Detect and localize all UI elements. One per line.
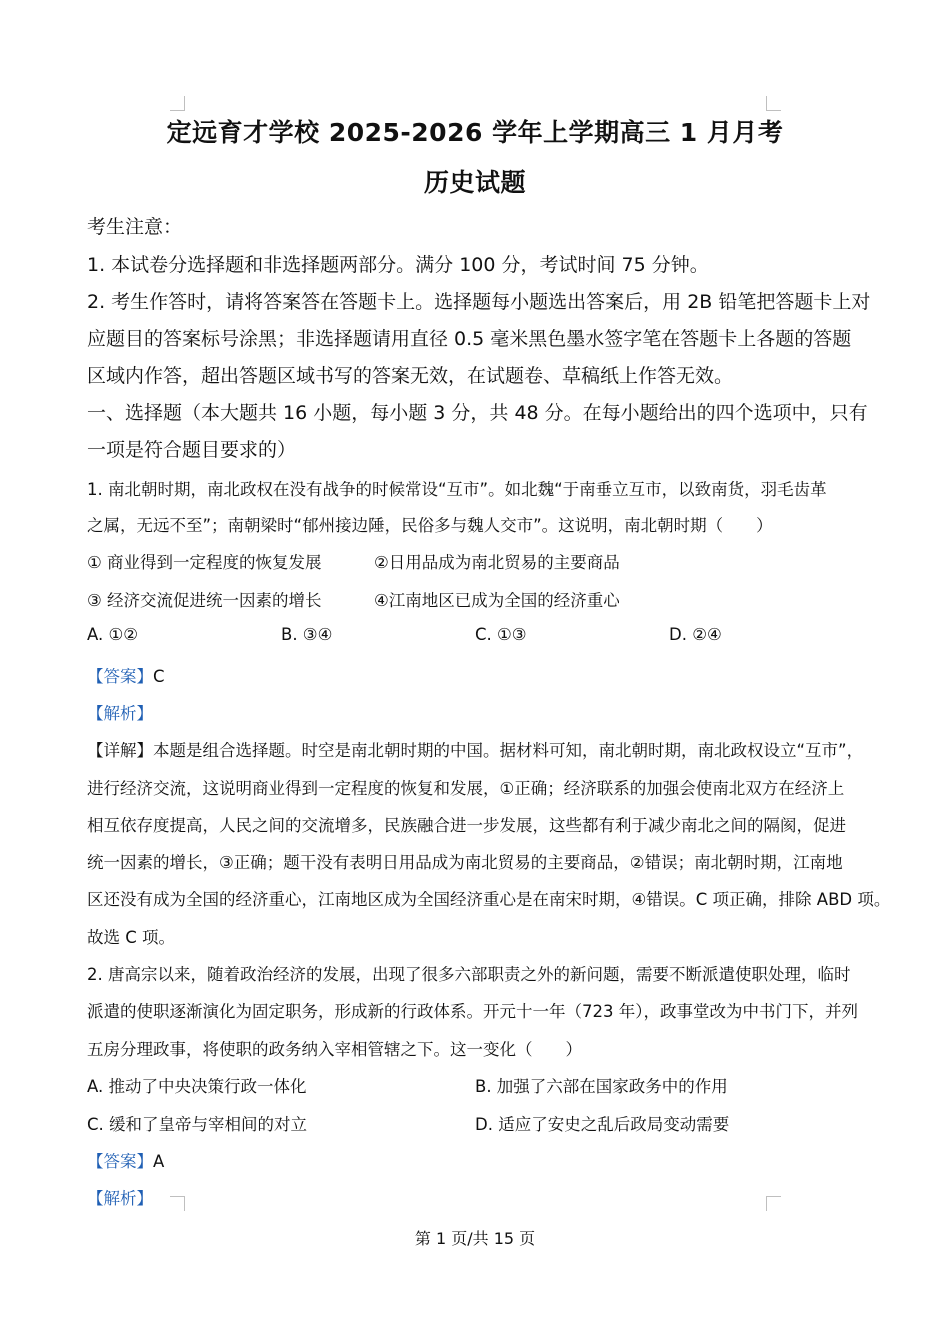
crop-mark-bottom-left (170, 1196, 185, 1211)
q2-stem-line-3: 五房分理政事，将使职的政务纳入宰相管辖之下。这一变化（ ） (87, 1040, 582, 1059)
q2-option-a: A. 推动了中央决策行政一体化 (87, 1077, 307, 1096)
q2-answer-label: 【答案】 (87, 1152, 153, 1171)
section-heading-line-1: 一、选择题（本大题共 16 小题，每小题 3 分，共 48 分。在每小题给出的四个选项中，只有 (87, 402, 868, 424)
section-heading-line-2: 一项是符合题目要求的） (87, 439, 297, 461)
q1-answer-value: C (153, 667, 165, 686)
exam-subject: 历史试题 (423, 168, 526, 197)
q1-answer-label: 【答案】 (87, 667, 153, 686)
q1-item-2: ②日用品成为南北贸易的主要商品 (374, 553, 620, 572)
q2-option-c: C. 缓和了皇帝与宰相间的对立 (87, 1115, 308, 1134)
q2-analysis-label: 【解析】 (87, 1189, 153, 1208)
crop-mark-top-right (766, 96, 781, 111)
q1-option-a: A. ①② (87, 625, 139, 644)
notice-item-1: 1. 本试卷分选择题和非选择题两部分。满分 100 分，考试时间 75 分钟。 (87, 254, 709, 276)
q1-detail-line-6: 故选 C 项。 (87, 928, 176, 947)
q1-answer (87, 663, 165, 687)
page-footer: 第 1 页/共 15 页 (414, 1229, 536, 1248)
exam-title: 定远育才学校 2025-2026 学年上学期高三 1 月月考 (166, 118, 784, 147)
crop-mark-top-left (170, 96, 185, 111)
q1-option-c: C. ①③ (475, 625, 527, 644)
q1-item-1: ① 商业得到一定程度的恢复发展 (87, 553, 322, 572)
q1-detail-text-1: 本题是组合选择题。时空是南北朝时期的中国。据材料可知，南北朝时期，南北政权设立“互市”， (153, 741, 864, 760)
q2-answer-value: A (153, 1152, 165, 1171)
notice-heading: 考生注意： (87, 216, 183, 238)
notice-item-2-line-1: 2. 考生作答时，请将答案答在答题卡上。选择题每小题选出答案后，用 2B 铅笔把答题卡上对 (87, 291, 871, 313)
notice-item-2-line-3: 区域内作答，超出答题区域书写的答案无效，在试题卷、草稿纸上作答无效。 (87, 365, 734, 387)
crop-mark-bottom-right (766, 1196, 781, 1211)
q1-detail-line-5: 区还没有成为全国的经济重心，江南地区成为全国经济重心是在南宋时期，④错误。C 项正确，排除 ABD 项。 (87, 890, 891, 909)
q1-option-b: B. ③④ (281, 625, 333, 644)
q1-detail-label: 【详解】 (87, 741, 153, 760)
q1-detail-line-3: 相互依存度提高，人民之间的交流增多，民族融合进一步发展，这些都有利于减少南北之间的隔阂，促进 (87, 816, 846, 835)
q1-item-3: ③ 经济交流促进统一因素的增长 (87, 591, 322, 610)
q1-detail-line-1 (87, 737, 863, 761)
q2-stem-line-2: 派遣的使职逐渐演化为固定职务，形成新的行政体系。开元十一年（723 年），政事堂改为中书门下，并列 (87, 1002, 858, 1021)
notice-item-2-line-2: 应题目的答案标号涂黑；非选择题请用直径 0.5 毫米黑色墨水签字笔在答题卡上各题的答题 (87, 328, 852, 350)
q1-detail-line-4: 统一因素的增长，③正确；题干没有表明日用品成为南北贸易的主要商品，②错误；南北朝时期，江南地 (87, 853, 843, 872)
q1-stem-line-2: 之属，无远不至”；南朝梁时“郁州接边陲，民俗多与魏人交市”。这说明，南北朝时期（ ） (87, 516, 773, 535)
q2-option-d: D. 适应了安史之乱后政局变动需要 (475, 1115, 730, 1134)
q1-analysis-label: 【解析】 (87, 704, 153, 723)
q2-answer (87, 1148, 164, 1172)
q2-option-b: B. 加强了六部在国家政务中的作用 (475, 1077, 728, 1096)
q1-option-d: D. ②④ (669, 625, 722, 644)
q1-stem-line-1: 1. 南北朝时期，南北政权在没有战争的时候常设“互市”。如北魏“于南垂立互市，以致南货，羽毛齿革 (87, 480, 827, 499)
q2-stem-line-1: 2. 唐高宗以来，随着政治经济的发展，出现了很多六部职责之外的新问题，需要不断派遣使职处理，临时 (87, 965, 851, 984)
q1-item-4: ④江南地区已成为全国的经济重心 (374, 591, 620, 610)
q1-detail-line-2: 进行经济交流，这说明商业得到一定程度的恢复和发展，①正确；经济联系的加强会使南北双方在经济上 (87, 779, 845, 798)
